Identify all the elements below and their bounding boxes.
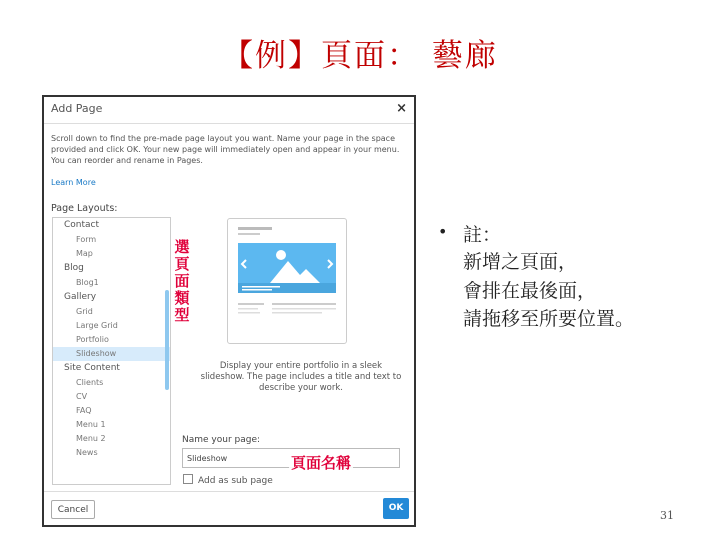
layout-list-scrollbar[interactable] [165, 290, 169, 390]
close-icon[interactable]: × [396, 101, 407, 116]
dialog-title: Add Page [51, 102, 103, 115]
slide-title: 【例】頁面： 藝廊 [222, 38, 498, 74]
layout-item[interactable]: Grid [76, 307, 93, 316]
layout-group-title: Gallery [64, 292, 97, 302]
subpage-label: Add as sub page [198, 476, 273, 486]
page-name-label: Name your page: [182, 435, 261, 445]
layout-group-title: Contact [64, 220, 100, 230]
add-page-dialog [42, 95, 416, 527]
layout-item[interactable]: Large Grid [76, 321, 118, 330]
layout-item[interactable]: FAQ [76, 406, 92, 415]
checkbox-icon[interactable] [183, 474, 193, 484]
layout-item[interactable]: News [76, 448, 98, 457]
dialog-header [44, 97, 414, 124]
bullet-icon: • [438, 222, 448, 241]
page-layout-list[interactable] [52, 217, 171, 485]
layout-item[interactable]: Portfolio [76, 335, 109, 344]
note-line: 會排在最後面， [463, 279, 597, 302]
dialog-intro-text: Scroll down to find the pre-made page layout you want. Name your page in the space provided and click OK. Your new page will immediately open and appear in your menu. You can reorder and rename in Pages. [51, 134, 400, 165]
learn-more-link[interactable]: Learn More [51, 178, 96, 187]
note-line: 新增之頁面， [463, 251, 578, 273]
layout-group-title: Site Content [64, 363, 120, 373]
ok-button[interactable]: OK [383, 498, 409, 519]
layout-item[interactable]: Menu 2 [76, 434, 106, 443]
add-as-subpage-checkbox[interactable] [183, 474, 273, 486]
annotation-layout-type: 選 頁 面 類 型 [172, 239, 192, 324]
layout-item[interactable]: Menu 1 [76, 420, 106, 429]
layout-item[interactable]: Blog1 [76, 278, 99, 287]
page-number: 31 [660, 509, 674, 522]
layout-preview-thumbnail [227, 218, 347, 344]
note-title: 註： [463, 224, 502, 246]
layout-item[interactable]: Map [76, 249, 93, 258]
note-body [463, 248, 634, 334]
cancel-button[interactable]: Cancel [51, 500, 95, 519]
note-line: 請拖移至所要位置。 [463, 308, 635, 330]
page-layouts-heading: Page Layouts: [51, 203, 118, 214]
layout-item[interactable]: Clients [76, 378, 104, 387]
dialog-footer-divider [44, 491, 414, 492]
layout-item[interactable]: Slideshow [53, 347, 170, 361]
layout-group-title: Blog [64, 263, 84, 273]
slideshow-preview-icon [228, 219, 346, 343]
layout-description: Display your entire portfolio in a sleek slideshow. The page includes a title and text to describe your work. [200, 361, 402, 393]
layout-item[interactable]: Form [76, 235, 97, 244]
annotation-page-name: 頁面名稱 [291, 454, 352, 472]
layout-item[interactable]: CV [76, 392, 88, 401]
